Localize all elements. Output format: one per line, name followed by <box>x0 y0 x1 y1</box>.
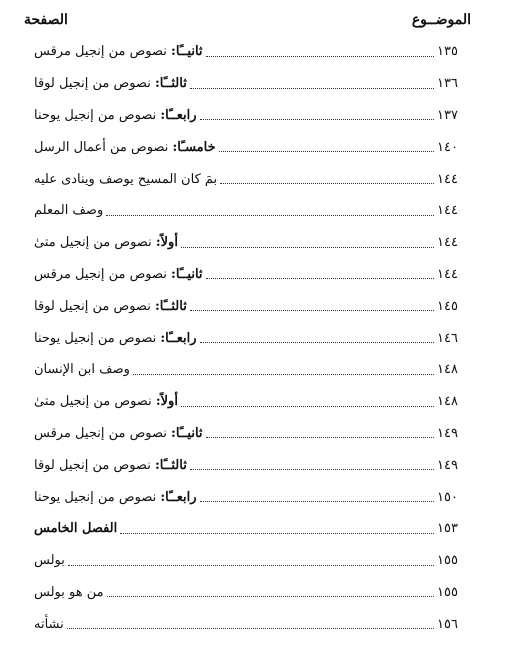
toc-entry <box>30 259 471 291</box>
entry-page: ١٤٩ <box>437 457 458 473</box>
dot-leader <box>68 564 434 566</box>
toc-entry <box>30 290 471 322</box>
toc-entry <box>30 227 471 259</box>
toc-entry <box>30 131 471 163</box>
entry-page: ١٥٥ <box>437 553 458 569</box>
entry-text: نصوص من إنجيل لوقا <box>34 76 155 92</box>
toc-entry <box>30 195 471 227</box>
entry-text: نشأته <box>34 616 64 632</box>
entry-lead: خامسـًا: <box>172 139 216 155</box>
entry-text: نصوص من إنجيل مرقس <box>34 266 172 282</box>
toc-entry <box>30 386 471 418</box>
entry-text: نصوص من إنجيل لوقا <box>34 457 155 473</box>
entry-page: ١٥٣ <box>437 521 458 537</box>
toc-entry <box>30 163 471 195</box>
entry-lead: رابعــًا: <box>160 330 197 346</box>
entry-text: نصوص من إنجيل متىٰ <box>34 235 156 251</box>
entry-title <box>30 172 217 187</box>
entry-lead: الفصل الخامس <box>34 521 118 537</box>
dot-leader <box>206 436 434 438</box>
entry-title <box>30 426 203 441</box>
entry-title <box>30 458 187 473</box>
dot-leader <box>67 627 434 629</box>
entry-title <box>30 299 187 314</box>
entry-text: نصوص من إنجيل مرقس <box>34 425 172 441</box>
dot-leader <box>190 309 434 311</box>
entry-text: نصوص من إنجيل يوحنا <box>34 330 161 346</box>
entry-page: ١٤٤ <box>437 235 458 251</box>
dot-leader <box>200 341 434 343</box>
entry-page: ١٥٦ <box>437 616 458 632</box>
toc-header <box>24 8 471 32</box>
entry-title <box>30 553 65 568</box>
dot-leader <box>190 468 434 470</box>
entry-page: ١٥٥ <box>437 584 458 600</box>
toc-entry <box>30 608 471 640</box>
toc-entry <box>30 545 471 577</box>
entry-title <box>30 44 203 59</box>
dot-leader <box>219 150 434 152</box>
entry-text: نصوص من إنجيل لوقا <box>34 298 155 314</box>
entry-text: وصف المعلم <box>34 203 104 219</box>
entry-page: ١٤٤ <box>437 171 458 187</box>
entry-text: نصوص من إنجيل مرقس <box>34 44 172 60</box>
entry-text: بمَ كان المسيح يوصف وينادى عليه <box>34 171 218 187</box>
dot-leader <box>220 182 434 184</box>
entry-text: من هو بولس <box>34 584 104 600</box>
dot-leader <box>190 87 434 89</box>
entry-lead: ثانيــًا: <box>171 425 203 441</box>
dot-leader <box>200 500 434 502</box>
toc-entry <box>30 322 471 354</box>
entry-page: ١٣٦ <box>437 76 458 92</box>
entry-lead: رابعــًا: <box>160 489 197 505</box>
entry-page: ١٥٠ <box>437 489 458 505</box>
entry-page: ١٤٨ <box>437 362 458 378</box>
toc-entry <box>30 68 471 100</box>
entry-page: ١٤٤ <box>437 203 458 219</box>
entry-text: بولس <box>34 553 65 569</box>
entry-lead: ثالثــًا: <box>154 457 187 473</box>
entry-page: ١٤٦ <box>437 330 458 346</box>
dot-leader <box>206 277 434 279</box>
entry-title <box>30 521 117 536</box>
toc-chapter-entry <box>30 513 471 545</box>
entry-title <box>30 585 104 600</box>
dot-leader <box>133 373 434 375</box>
dot-leader <box>181 246 434 248</box>
entry-title <box>30 394 178 409</box>
entry-text: نصوص من إنجيل متىٰ <box>34 394 156 410</box>
topic-column-label: الموضــوع <box>411 12 471 28</box>
entry-lead: ثانيــًا: <box>171 266 203 282</box>
dot-leader <box>181 405 434 407</box>
entry-page: ١٣٥ <box>437 44 458 60</box>
dot-leader <box>200 118 434 120</box>
toc-entry <box>30 577 471 609</box>
toc-list <box>30 36 471 640</box>
entry-lead: ثالثــًا: <box>154 76 187 92</box>
dot-leader <box>107 595 434 597</box>
entry-text: نصوص من أعمال الرسل <box>34 139 173 155</box>
entry-page: ١٤٠ <box>437 139 458 155</box>
dot-leader <box>120 532 434 534</box>
entry-title <box>30 108 197 123</box>
entry-lead: أولاً: <box>155 235 178 251</box>
toc-entry <box>30 354 471 386</box>
entry-lead: رابعــًا: <box>160 107 197 123</box>
entry-text: نصوص من إنجيل يوحنا <box>34 107 161 123</box>
toc-entry <box>30 449 471 481</box>
entry-title <box>30 490 197 505</box>
entry-page: ١٤٩ <box>437 425 458 441</box>
dot-leader <box>206 55 434 57</box>
toc-entry <box>30 418 471 450</box>
toc-entry <box>30 481 471 513</box>
entry-title <box>30 235 178 250</box>
entry-page: ١٤٥ <box>437 298 458 314</box>
entry-lead: ثالثــًا: <box>154 298 187 314</box>
entry-text: وصف ابن الإنسان <box>34 362 130 378</box>
entry-lead: أولاً: <box>155 394 178 410</box>
entry-title <box>30 617 64 632</box>
entry-page: ١٤٨ <box>437 394 458 410</box>
dot-leader <box>106 214 434 216</box>
entry-title <box>30 76 187 91</box>
toc-entry <box>30 36 471 68</box>
page-column-label: الصفحة <box>24 12 68 28</box>
entry-title <box>30 331 197 346</box>
entry-title <box>30 140 216 155</box>
entry-text: نصوص من إنجيل يوحنا <box>34 489 161 505</box>
entry-title <box>30 267 203 282</box>
entry-lead: ثانيــًا: <box>171 44 203 60</box>
toc-entry <box>30 100 471 132</box>
entry-title <box>30 362 130 377</box>
entry-page: ١٤٤ <box>437 266 458 282</box>
entry-page: ١٣٧ <box>437 107 458 123</box>
entry-title <box>30 203 103 218</box>
